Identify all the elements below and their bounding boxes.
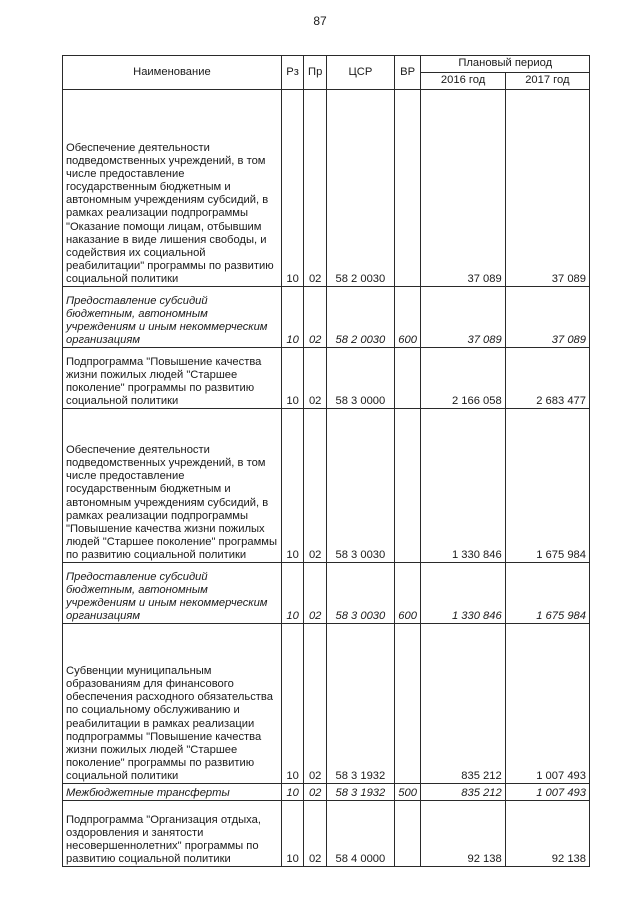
row-vr: 600: [394, 287, 421, 348]
row-value-2017: 1 007 493: [505, 624, 589, 784]
row-name: Субвенции муниципальным образованиям для финансового обеспечения расходного обязательства по социальному обслуживанию и реабилитации в рамках реализации подпрограммы "Повышение качества жизни пожилых людей "Старшее поколение" программы по развитию социальной политики: [63, 624, 282, 784]
row-value-2017: 2 683 477: [505, 348, 589, 409]
row-value-2016: 1 330 846: [421, 563, 505, 624]
row-vr: 500: [394, 784, 421, 801]
row-name: Межбюджетные трансферты: [63, 784, 282, 801]
row-pr: 02: [304, 624, 327, 784]
row-rz: 10: [281, 90, 304, 287]
row-rz: 10: [281, 348, 304, 409]
row-rz: 10: [281, 624, 304, 784]
row-rz: 10: [281, 409, 304, 563]
row-value-2016: 37 089: [421, 287, 505, 348]
row-name: Обеспечение деятельности подведомственных учреждений, в том числе предоставление государственным бюджетным и автономным учреждениям субсидий, в рамках реализации подпрограммы "Повышение качества жизни пожилых людей "Старшее поколение" программы по развитию социальной политики: [63, 409, 282, 563]
row-pr: 02: [304, 287, 327, 348]
row-vr: [394, 801, 421, 867]
budget-table: [62, 55, 590, 867]
row-value-2017: 1 675 984: [505, 563, 589, 624]
page-number: 87: [313, 14, 327, 28]
row-pr: 02: [304, 563, 327, 624]
header-csr: ЦСР: [326, 56, 394, 90]
row-pr: 02: [304, 409, 327, 563]
row-pr: 02: [304, 801, 327, 867]
row-value-2017: 92 138: [505, 801, 589, 867]
header-year-2016: 2016 год: [421, 73, 505, 90]
row-pr: 02: [304, 90, 327, 287]
row-value-2016: 1 330 846: [421, 409, 505, 563]
row-vr: [394, 348, 421, 409]
row-rz: 10: [281, 784, 304, 801]
row-csr: 58 3 0030: [326, 563, 394, 624]
row-rz: 10: [281, 563, 304, 624]
row-value-2017: 37 089: [505, 287, 589, 348]
table-row: [63, 287, 590, 348]
table-row: [63, 348, 590, 409]
table-header: [63, 56, 590, 90]
row-value-2016: 37 089: [421, 90, 505, 287]
row-value-2017: 37 089: [505, 90, 589, 287]
row-value-2016: 835 212: [421, 784, 505, 801]
row-name: Предоставление субсидий бюджетным, автономным учреждениям и иным некоммерческим организациям: [63, 287, 282, 348]
row-pr: 02: [304, 348, 327, 409]
row-rz: 10: [281, 801, 304, 867]
row-csr: 58 3 1932: [326, 624, 394, 784]
row-value-2016: 2 166 058: [421, 348, 505, 409]
row-vr: [394, 90, 421, 287]
row-name: Подпрограмма "Повышение качества жизни пожилых людей "Старшее поколение" программы по развитию социальной политики: [63, 348, 282, 409]
table-row: [63, 784, 590, 801]
table-row: [63, 90, 590, 287]
table-body: [63, 90, 590, 867]
row-csr: 58 4 0000: [326, 801, 394, 867]
row-value-2016: 92 138: [421, 801, 505, 867]
table-row: [63, 624, 590, 784]
row-csr: 58 3 1932: [326, 784, 394, 801]
row-csr: 58 3 0000: [326, 348, 394, 409]
header-year-2017: 2017 год: [505, 73, 589, 90]
row-name: Подпрограмма "Организация отдыха, оздоровления и занятости несовершеннолетних" программы по развитию социальной политики: [63, 801, 282, 867]
header-name: Наименование: [63, 56, 282, 90]
row-vr: [394, 624, 421, 784]
row-csr: 58 2 0030: [326, 90, 394, 287]
row-name: Обеспечение деятельности подведомственных учреждений, в том числе предоставление государственным бюджетным и автономным учреждениям субсидий, в рамках реализации подпрограммы "Оказание помощи лицам, отбывшим наказание в виде лишения свободы, и содействия их социальной реабилитации" программы по развитию социальной политики: [63, 90, 282, 287]
row-csr: 58 2 0030: [326, 287, 394, 348]
header-vr: ВР: [394, 56, 421, 90]
row-name: Предоставление субсидий бюджетным, автономным учреждениям и иным некоммерческим организациям: [63, 563, 282, 624]
row-vr: 600: [394, 563, 421, 624]
header-pr: Пр: [304, 56, 327, 90]
header-rz: Рз: [281, 56, 304, 90]
row-csr: 58 3 0030: [326, 409, 394, 563]
table-row: [63, 409, 590, 563]
row-rz: 10: [281, 287, 304, 348]
row-pr: 02: [304, 784, 327, 801]
table-row: [63, 563, 590, 624]
header-planned-period: Плановый период: [421, 56, 590, 73]
row-vr: [394, 409, 421, 563]
row-value-2017: 1 007 493: [505, 784, 589, 801]
table-row: [63, 801, 590, 867]
row-value-2016: 835 212: [421, 624, 505, 784]
row-value-2017: 1 675 984: [505, 409, 589, 563]
